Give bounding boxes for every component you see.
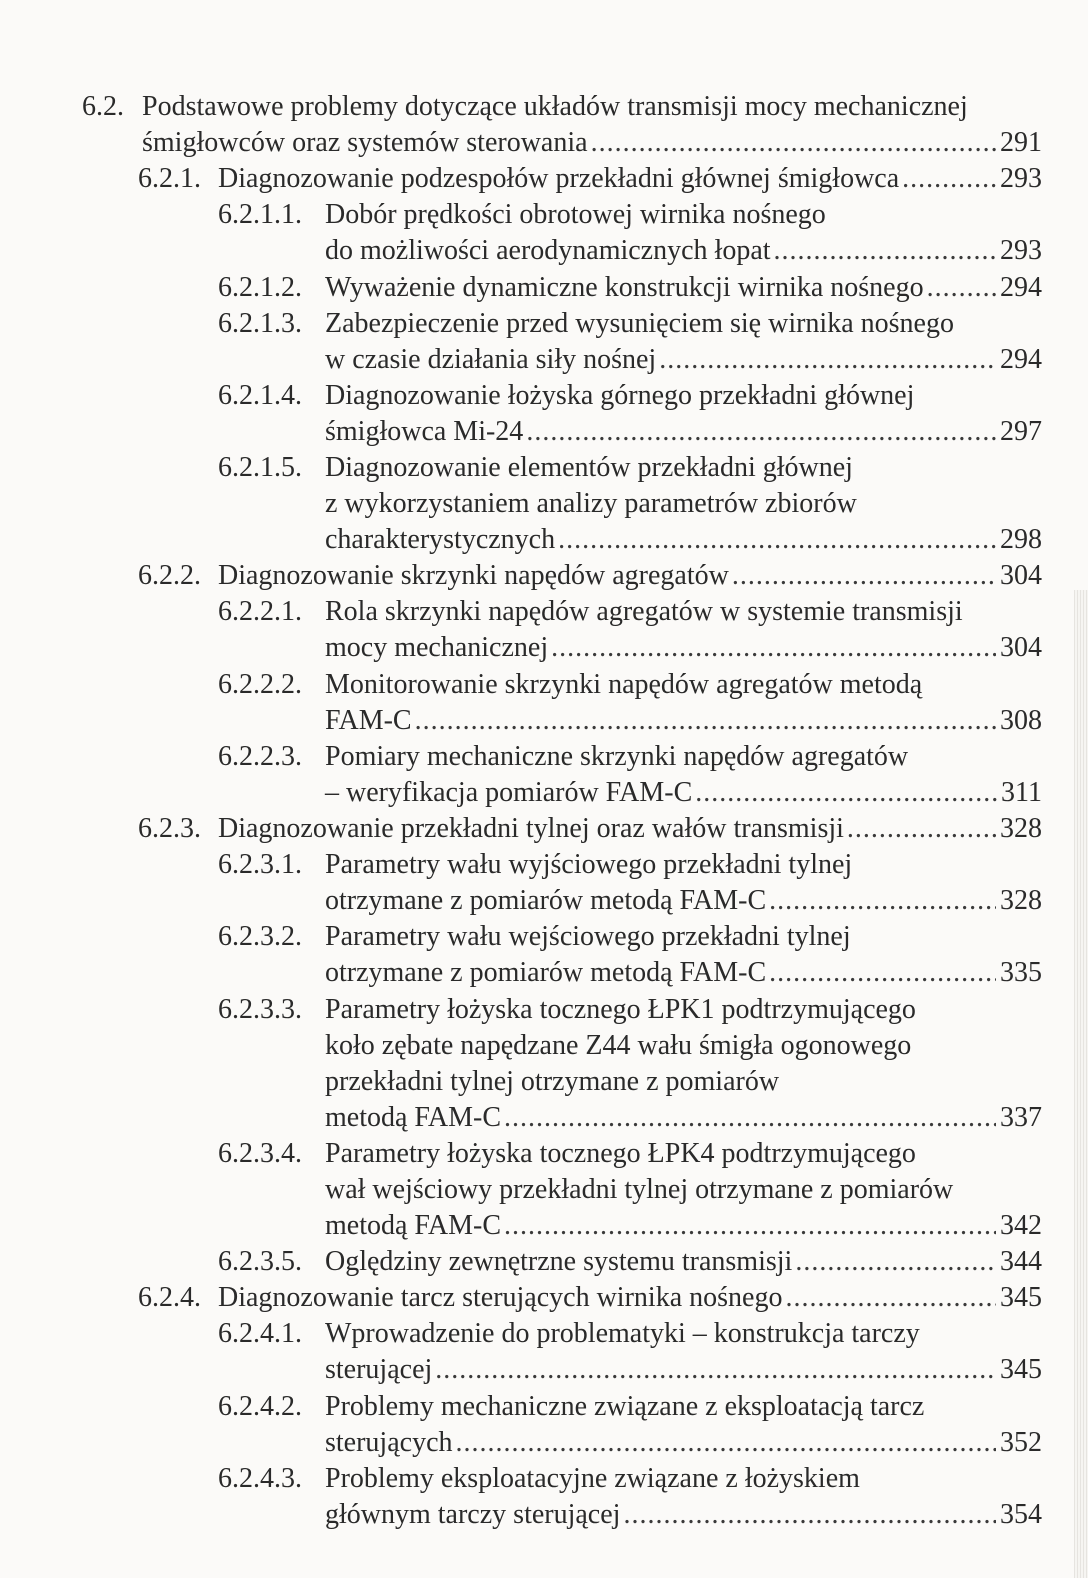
dot-leader	[526, 415, 996, 449]
toc-entry-number: 6.2.3.5.	[218, 1246, 302, 1278]
toc-entry-last-line	[218, 162, 1042, 196]
toc-entry-title-line: Wyważenie dynamiczne konstrukcji wirnika nośnego	[325, 271, 924, 303]
toc-entry-page-number: 293	[1000, 163, 1042, 195]
toc-entry-number: 6.2.4.	[138, 1282, 201, 1314]
toc-entry-title-line: Diagnozowanie przekładni tylnej oraz wałów transmisji	[218, 813, 844, 844]
toc-entry-number: 6.2.3.3.	[218, 993, 302, 1025]
toc-entry-last-line	[325, 271, 1042, 305]
toc-entry-page-number: 298	[1000, 524, 1042, 556]
toc-entry-last-line	[325, 234, 1042, 268]
toc-entry-page-number: 294	[1000, 271, 1042, 303]
dot-leader	[435, 1353, 996, 1387]
toc-entry-page-number: 294	[1000, 343, 1042, 375]
toc-entry-last-line	[325, 884, 1042, 918]
toc-entry-title-line: FAM-C	[325, 704, 412, 736]
toc-entry-number: 6.2.2.2.	[218, 668, 302, 700]
toc-entry-page-number: 311	[1001, 776, 1042, 808]
toc-entry-last-line	[218, 812, 1042, 846]
dot-leader	[456, 1426, 997, 1460]
toc-entry-title-line: Parametry wału wyjściowego przekładni tylnej	[325, 849, 853, 881]
toc-entry-page-number: 304	[1000, 560, 1042, 592]
toc-entry-page-number: 335	[1000, 957, 1042, 989]
toc-entry-title-line: – weryfikacja pomiarów FAM-C	[325, 776, 693, 808]
toc-entry-page-number: 354	[1000, 1498, 1042, 1530]
toc-entry-title-line: Pomiary mechaniczne skrzynki napędów agregatów	[325, 740, 909, 772]
toc-entry-last-line	[218, 559, 1042, 593]
toc-entry-title-line: Wprowadzenie do problematyki – konstrukcja tarczy	[325, 1318, 920, 1350]
toc-entry-title-line: koło zębate napędzane Z44 wału śmigła ogonowego	[325, 1029, 912, 1061]
toc-entry-number: 6.2.3.4.	[218, 1137, 302, 1169]
toc-entry-last-line	[325, 1209, 1042, 1243]
dot-leader	[774, 234, 996, 268]
toc-entry-title-line: Zabezpieczenie przed wysunięciem się wirnika nośnego	[325, 307, 954, 339]
toc-entry-number: 6.2.2.	[138, 560, 201, 592]
toc-entry-title-line: Problemy eksploatacyjne związane z łożyskiem	[325, 1462, 860, 1494]
dot-leader	[902, 162, 996, 196]
dot-leader	[927, 271, 996, 305]
dot-leader	[732, 559, 996, 593]
toc-entry-title-line: otrzymane z pomiarów metodą FAM-C	[325, 957, 767, 989]
toc-entry-title-line: Parametry wału wejściowego przekładni tylnej	[325, 921, 851, 953]
toc-entry-page-number: 328	[1000, 813, 1042, 844]
toc-entry-title-line: Diagnozowanie podzespołów przekładni głównej śmigłowca	[218, 163, 900, 195]
toc-entry-number: 6.2.1.1.	[218, 199, 302, 231]
toc-entry-last-line	[325, 704, 1042, 738]
toc-entry-title-line: Oględziny zewnętrzne systemu transmisji	[325, 1246, 793, 1278]
toc-entry-title-line: Diagnozowanie tarcz sterujących wirnika nośnego	[218, 1282, 783, 1314]
dot-leader	[769, 884, 996, 918]
toc-entry-number: 6.2.2.3.	[218, 740, 302, 772]
toc-entry-title-line: śmigłowca Mi-24	[325, 415, 524, 447]
toc-entry-last-line	[325, 1498, 1042, 1532]
toc-entry-title-line: głównym tarczy sterującej	[325, 1498, 621, 1530]
toc-entry-page-number: 342	[1000, 1210, 1042, 1242]
dot-leader	[551, 631, 996, 665]
toc-entry-number: 6.2.3.2.	[218, 921, 302, 953]
toc-entry-title-line: Rola skrzynki napędów agregatów w systemie transmisji	[325, 596, 963, 628]
toc-entry-title-line: Diagnozowanie łożyska górnego przekładni głównej	[325, 379, 915, 411]
toc-entry-title-line: Diagnozowanie elementów przekładni głównej	[325, 452, 853, 483]
toc-entry-title-line: wał wejściowy przekładni tylnej otrzymane z pomiarów	[325, 1173, 954, 1205]
toc-entry-title-line: Dobór prędkości obrotowej wirnika nośnego	[325, 199, 826, 231]
dot-leader	[795, 1245, 996, 1279]
dot-leader	[504, 1101, 996, 1135]
toc-entry-title-line: Diagnozowanie skrzynki napędów agregatów	[218, 560, 729, 592]
toc-entry-number: 6.2.1.4.	[218, 379, 302, 411]
toc-entry-last-line	[325, 343, 1042, 377]
dot-leader	[659, 343, 996, 377]
dot-leader	[695, 776, 997, 810]
toc-entry-title-line: Problemy mechaniczne związane z eksploatacją tarcz	[325, 1390, 925, 1422]
toc-entry-title-line: metodą FAM-C	[325, 1101, 502, 1133]
toc-entry-title-line: otrzymane z pomiarów metodą FAM-C	[325, 885, 767, 917]
dot-leader	[591, 126, 996, 160]
dot-leader	[769, 956, 996, 990]
toc-entry-number: 6.2.1.3.	[218, 307, 302, 339]
toc-entry-title-line: Monitorowanie skrzynki napędów agregatów metodą	[325, 668, 923, 700]
toc-entry-page-number: 344	[1000, 1246, 1042, 1278]
toc-entry-page-number: 337	[1000, 1101, 1042, 1133]
toc-entry-title-line: charakterystycznych	[325, 524, 556, 556]
toc-entry-title-line: do możliwości aerodynamicznych łopat	[325, 235, 771, 267]
toc-entry-page-number: 293	[1000, 235, 1042, 267]
toc-entry-title-line: sterującej	[325, 1354, 433, 1386]
toc-entry-last-line	[325, 631, 1042, 665]
dot-leader	[785, 1281, 996, 1315]
toc-entry-last-line	[325, 956, 1042, 990]
toc-entry-number: 6.2.1.5.	[218, 452, 302, 483]
toc-entry-page-number: 345	[1000, 1354, 1042, 1386]
toc-entry-last-line	[142, 126, 1042, 160]
toc-entry-page-number: 345	[1000, 1282, 1042, 1314]
toc-entry-last-line	[218, 1281, 1042, 1315]
dot-leader	[558, 523, 996, 557]
toc-entry-number: 6.2.4.2.	[218, 1390, 302, 1422]
toc-entry-number: 6.2.4.1.	[218, 1318, 302, 1350]
toc-entry-title-line: z wykorzystaniem analizy parametrów zbiorów	[325, 488, 857, 520]
toc-entry-number: 6.2.1.2.	[218, 271, 302, 303]
toc-entry-title-line: mocy mechanicznej	[325, 632, 549, 664]
toc-entry-title-line: przekładni tylnej otrzymane z pomiarów	[325, 1065, 780, 1097]
toc-entry-last-line	[325, 1353, 1042, 1387]
toc-entry-title-line: metodą FAM-C	[325, 1210, 502, 1242]
toc-entry-title-line: śmigłowców oraz systemów sterowania	[142, 127, 588, 159]
toc-entry-last-line	[325, 415, 1042, 449]
toc-entry-last-line	[325, 523, 1042, 557]
toc-entry-page-number: 352	[1000, 1426, 1042, 1458]
toc-entry-title-line: w czasie działania siły nośnej	[325, 343, 657, 375]
toc-entry-page-number: 297	[1000, 415, 1042, 447]
toc-entry-number: 6.2.2.1.	[218, 596, 302, 628]
toc-entry-last-line	[325, 1245, 1042, 1279]
dot-leader	[623, 1498, 996, 1532]
toc-entry-page-number: 328	[1000, 885, 1042, 917]
dot-leader	[847, 812, 996, 846]
toc-entry-title-line: Parametry łożyska tocznego ŁPK4 podtrzymującego	[325, 1137, 916, 1169]
toc-entry-page-number: 304	[1000, 632, 1042, 664]
toc-entry-last-line	[325, 1101, 1042, 1135]
page-edge-shadow	[1074, 590, 1088, 1578]
dot-leader	[415, 704, 996, 738]
toc-entry-page-number: 308	[1000, 704, 1042, 736]
toc-entry-number: 6.2.4.3.	[218, 1462, 302, 1494]
toc-entry-number: 6.2.	[82, 91, 124, 122]
dot-leader	[504, 1209, 996, 1243]
toc-entry-title-line: Podstawowe problemy dotyczące układów transmisji mocy mechanicznej	[142, 91, 968, 122]
toc-entry-number: 6.2.3.	[138, 813, 201, 844]
toc-entry-page-number: 291	[1000, 127, 1042, 159]
toc-entry-number: 6.2.3.1.	[218, 849, 302, 881]
toc-entry-last-line	[325, 776, 1042, 810]
toc-entry-number: 6.2.1.	[138, 163, 201, 195]
toc-entry-title-line: sterujących	[325, 1426, 453, 1458]
toc-entry-title-line: Parametry łożyska tocznego ŁPK1 podtrzymującego	[325, 993, 916, 1025]
toc-entry-last-line	[325, 1426, 1042, 1460]
